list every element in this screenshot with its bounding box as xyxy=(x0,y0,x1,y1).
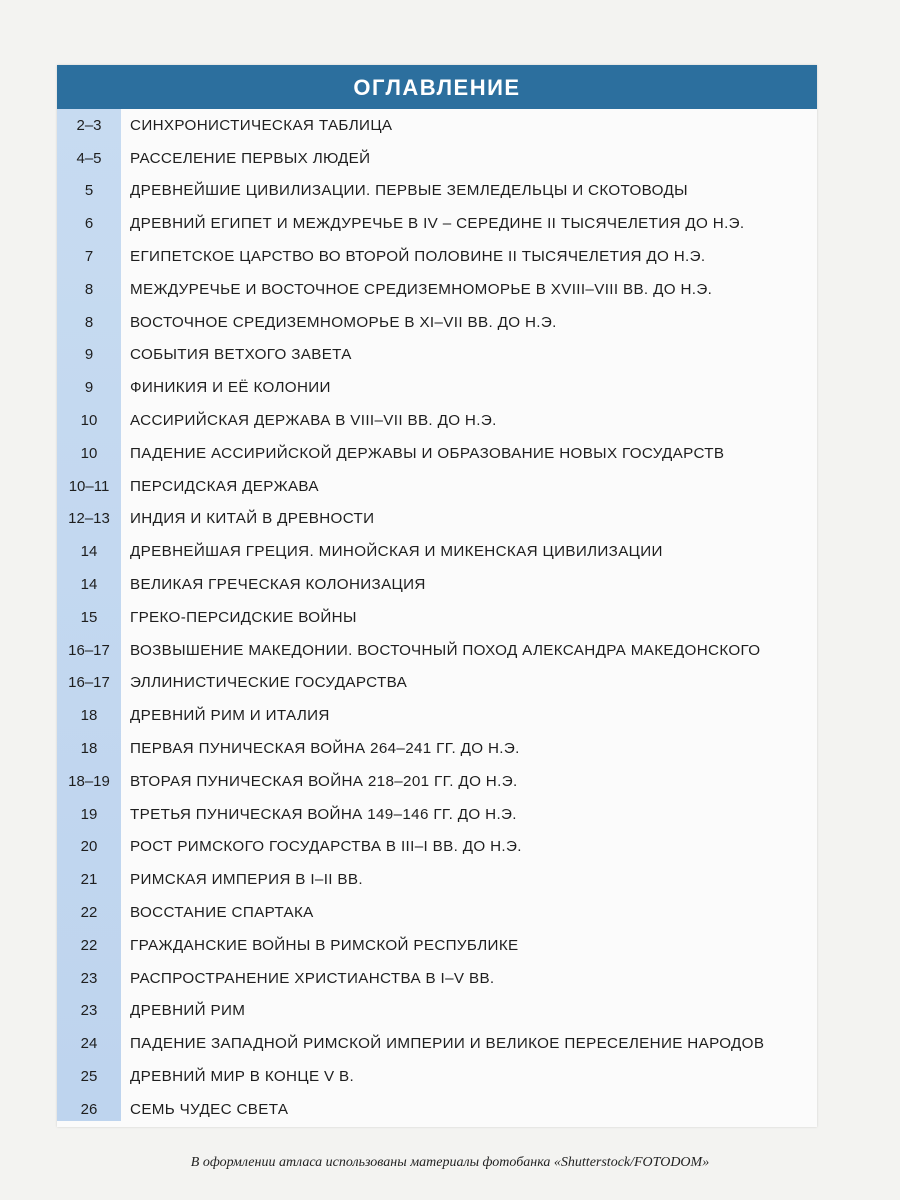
toc-entry-title: ДРЕВНЕЙШИЕ ЦИВИЛИЗАЦИИ. ПЕРВЫЕ ЗЕМЛЕДЕЛЬЦЫ И СКОТОВОДЫ xyxy=(130,182,688,200)
toc-row[interactable] xyxy=(57,962,817,995)
toc-row[interactable] xyxy=(57,798,817,831)
toc-entry-title: ДРЕВНИЙ РИМ xyxy=(130,1002,246,1020)
toc-row[interactable] xyxy=(57,667,817,700)
toc-row[interactable] xyxy=(57,470,817,503)
toc-panel xyxy=(57,65,817,1127)
toc-page-number: 24 xyxy=(80,1035,98,1053)
toc-page-number: 10 xyxy=(80,444,98,462)
toc-entry-title: ТРЕТЬЯ ПУНИЧЕСКАЯ ВОЙНА 149–146 ГГ. ДО Н.Э. xyxy=(130,805,517,823)
toc-row[interactable] xyxy=(57,339,817,372)
toc-header: ОГЛАВЛЕНИЕ xyxy=(57,65,817,109)
toc-page-number: 16–17 xyxy=(68,641,110,659)
toc-entry-title: СЕМЬ ЧУДЕС СВЕТА xyxy=(130,1100,289,1118)
toc-entry-title: РАССЕЛЕНИЕ ПЕРВЫХ ЛЮДЕЙ xyxy=(130,149,371,167)
toc-page-number: 18 xyxy=(80,707,98,725)
toc-entry-title: МЕЖДУРЕЧЬЕ И ВОСТОЧНОЕ СРЕДИЗЕМНОМОРЬЕ В XVIII–VIII ВВ. ДО Н.Э. xyxy=(130,280,713,298)
toc-page-number: 8 xyxy=(84,313,94,331)
toc-row[interactable] xyxy=(57,535,817,568)
toc-entry-title: РИМСКАЯ ИМПЕРИЯ В I–II ВВ. xyxy=(130,871,363,889)
toc-entry-title: ИНДИЯ И КИТАЙ В ДРЕВНОСТИ xyxy=(130,510,375,528)
toc-row[interactable] xyxy=(57,765,817,798)
toc-row[interactable] xyxy=(57,1060,817,1093)
toc-page-number: 21 xyxy=(80,871,98,889)
toc-page-number: 19 xyxy=(80,805,98,823)
toc-page-number: 18 xyxy=(80,740,98,758)
toc-row[interactable] xyxy=(57,831,817,864)
toc-page-number: 10–11 xyxy=(68,477,110,495)
toc-entry-title: РОСТ РИМСКОГО ГОСУДАРСТВА В III–I ВВ. ДО Н.Э. xyxy=(130,838,522,856)
toc-entry-title: ДРЕВНИЙ МИР В КОНЦЕ V В. xyxy=(130,1068,355,1085)
toc-page-number: 9 xyxy=(84,379,94,397)
toc-entry-title: ФИНИКИЯ И ЕЁ КОЛОНИИ xyxy=(130,379,331,397)
toc-row[interactable] xyxy=(57,240,817,273)
toc-page-number: 25 xyxy=(80,1068,98,1085)
toc-page-number: 18–19 xyxy=(68,772,110,790)
toc-entry-title: ГРЕКО-ПЕРСИДСКИЕ ВОЙНЫ xyxy=(130,608,357,626)
toc-row[interactable] xyxy=(57,371,817,404)
toc-page-number: 4–5 xyxy=(76,149,102,167)
toc-row[interactable] xyxy=(57,699,817,732)
toc-row[interactable] xyxy=(57,732,817,765)
toc-entry-title: ЕГИПЕТСКОЕ ЦАРСТВО ВО ВТОРОЙ ПОЛОВИНЕ II ТЫСЯЧЕЛЕТИЯ ДО Н.Э. xyxy=(130,248,706,266)
toc-row[interactable] xyxy=(57,1093,817,1126)
toc-row[interactable] xyxy=(57,175,817,208)
toc-page-number: 9 xyxy=(84,346,94,364)
toc-entry-title: ПАДЕНИЕ АССИРИЙСКОЙ ДЕРЖАВЫ И ОБРАЗОВАНИЕ НОВЫХ ГОСУДАРСТВ xyxy=(130,444,725,462)
toc-entry-title: ПАДЕНИЕ ЗАПАДНОЙ РИМСКОЙ ИМПЕРИИ И ВЕЛИКОЕ ПЕРЕСЕЛЕНИЕ НАРОДОВ xyxy=(130,1035,765,1053)
toc-entry-title: РАСПРОСТРАНЕНИЕ ХРИСТИАНСТВА В I–V ВВ. xyxy=(130,969,495,987)
toc-entry-title: ЭЛЛИНИСТИЧЕСКИЕ ГОСУДАРСТВА xyxy=(130,674,408,692)
toc-entry-title: ДРЕВНЕЙШАЯ ГРЕЦИЯ. МИНОЙСКАЯ И МИКЕНСКАЯ ЦИВИЛИЗАЦИИ xyxy=(130,543,663,561)
toc-row[interactable] xyxy=(57,863,817,896)
toc-entry-title: ПЕРВАЯ ПУНИЧЕСКАЯ ВОЙНА 264–241 ГГ. ДО Н.Э. xyxy=(130,740,520,758)
toc-page-number: 14 xyxy=(80,576,98,594)
toc-row[interactable] xyxy=(57,404,817,437)
toc-row[interactable] xyxy=(57,207,817,240)
toc-page-number: 22 xyxy=(80,904,98,922)
toc-entry-title: ВОСТОЧНОЕ СРЕДИЗЕМНОМОРЬЕ В XI–VII ВВ. ДО Н.Э. xyxy=(130,313,557,331)
toc-entry-title: ПЕРСИДСКАЯ ДЕРЖАВА xyxy=(130,477,319,495)
toc-row[interactable] xyxy=(57,601,817,634)
toc-page-number: 10 xyxy=(80,412,98,430)
toc-entry-title: ДРЕВНИЙ ЕГИПЕТ И МЕЖДУРЕЧЬЕ В IV – СЕРЕДИНЕ II ТЫСЯЧЕЛЕТИЯ ДО Н.Э. xyxy=(130,215,745,233)
toc-row[interactable] xyxy=(57,929,817,962)
toc-entry-title: ВТОРАЯ ПУНИЧЕСКАЯ ВОЙНА 218–201 ГГ. ДО Н.Э. xyxy=(130,772,518,790)
toc-row[interactable] xyxy=(57,1027,817,1060)
toc-entry-title: АССИРИЙСКАЯ ДЕРЖАВА В VIII–VII ВВ. ДО Н.Э. xyxy=(130,412,497,430)
toc-page-number: 20 xyxy=(80,838,98,856)
toc-entry-title: ДРЕВНИЙ РИМ И ИТАЛИЯ xyxy=(130,707,330,725)
toc-entry-title: ГРАЖДАНСКИЕ ВОЙНЫ В РИМСКОЙ РЕСПУБЛИКЕ xyxy=(130,936,519,954)
toc-entry-title: ВОЗВЫШЕНИЕ МАКЕДОНИИ. ВОСТОЧНЫЙ ПОХОД АЛЕКСАНДРА МАКЕДОНСКОГО xyxy=(130,641,761,659)
toc-page-number: 14 xyxy=(80,543,98,561)
toc-page-number: 8 xyxy=(84,280,94,298)
toc-page-number: 22 xyxy=(80,936,98,954)
toc-page-number: 7 xyxy=(84,248,94,266)
toc-row[interactable] xyxy=(57,142,817,175)
toc-page-number: 6 xyxy=(84,215,94,233)
toc-entry-title: СОБЫТИЯ ВЕТХОГО ЗАВЕТА xyxy=(130,346,352,364)
toc-row[interactable] xyxy=(57,634,817,667)
toc-row[interactable] xyxy=(57,503,817,536)
toc-entry-title: ВОССТАНИЕ СПАРТАКА xyxy=(130,904,314,922)
toc-page-number: 12–13 xyxy=(68,510,110,528)
toc-page-number: 23 xyxy=(80,1002,98,1020)
toc-page-number: 15 xyxy=(80,608,98,626)
toc-page-number: 16–17 xyxy=(68,674,110,692)
toc-row[interactable] xyxy=(57,109,817,142)
toc-page-number: 5 xyxy=(84,182,94,200)
photo-credit: В оформлении атласа использованы материалы фотобанка «Shutterstock/FOTODOM» xyxy=(190,1155,710,1170)
toc-row[interactable] xyxy=(57,995,817,1028)
toc-row[interactable] xyxy=(57,568,817,601)
toc-row[interactable] xyxy=(57,306,817,339)
toc-row[interactable] xyxy=(57,273,817,306)
toc-row[interactable] xyxy=(57,896,817,929)
toc-page-number: 2–3 xyxy=(76,116,102,134)
toc-page-number: 23 xyxy=(80,969,98,987)
toc-list xyxy=(57,109,817,1126)
toc-entry-title: ВЕЛИКАЯ ГРЕЧЕСКАЯ КОЛОНИЗАЦИЯ xyxy=(130,576,426,594)
toc-page-number: 26 xyxy=(80,1100,98,1118)
toc-entry-title: СИНХРОНИСТИЧЕСКАЯ ТАБЛИЦА xyxy=(130,116,393,134)
toc-row[interactable] xyxy=(57,437,817,470)
